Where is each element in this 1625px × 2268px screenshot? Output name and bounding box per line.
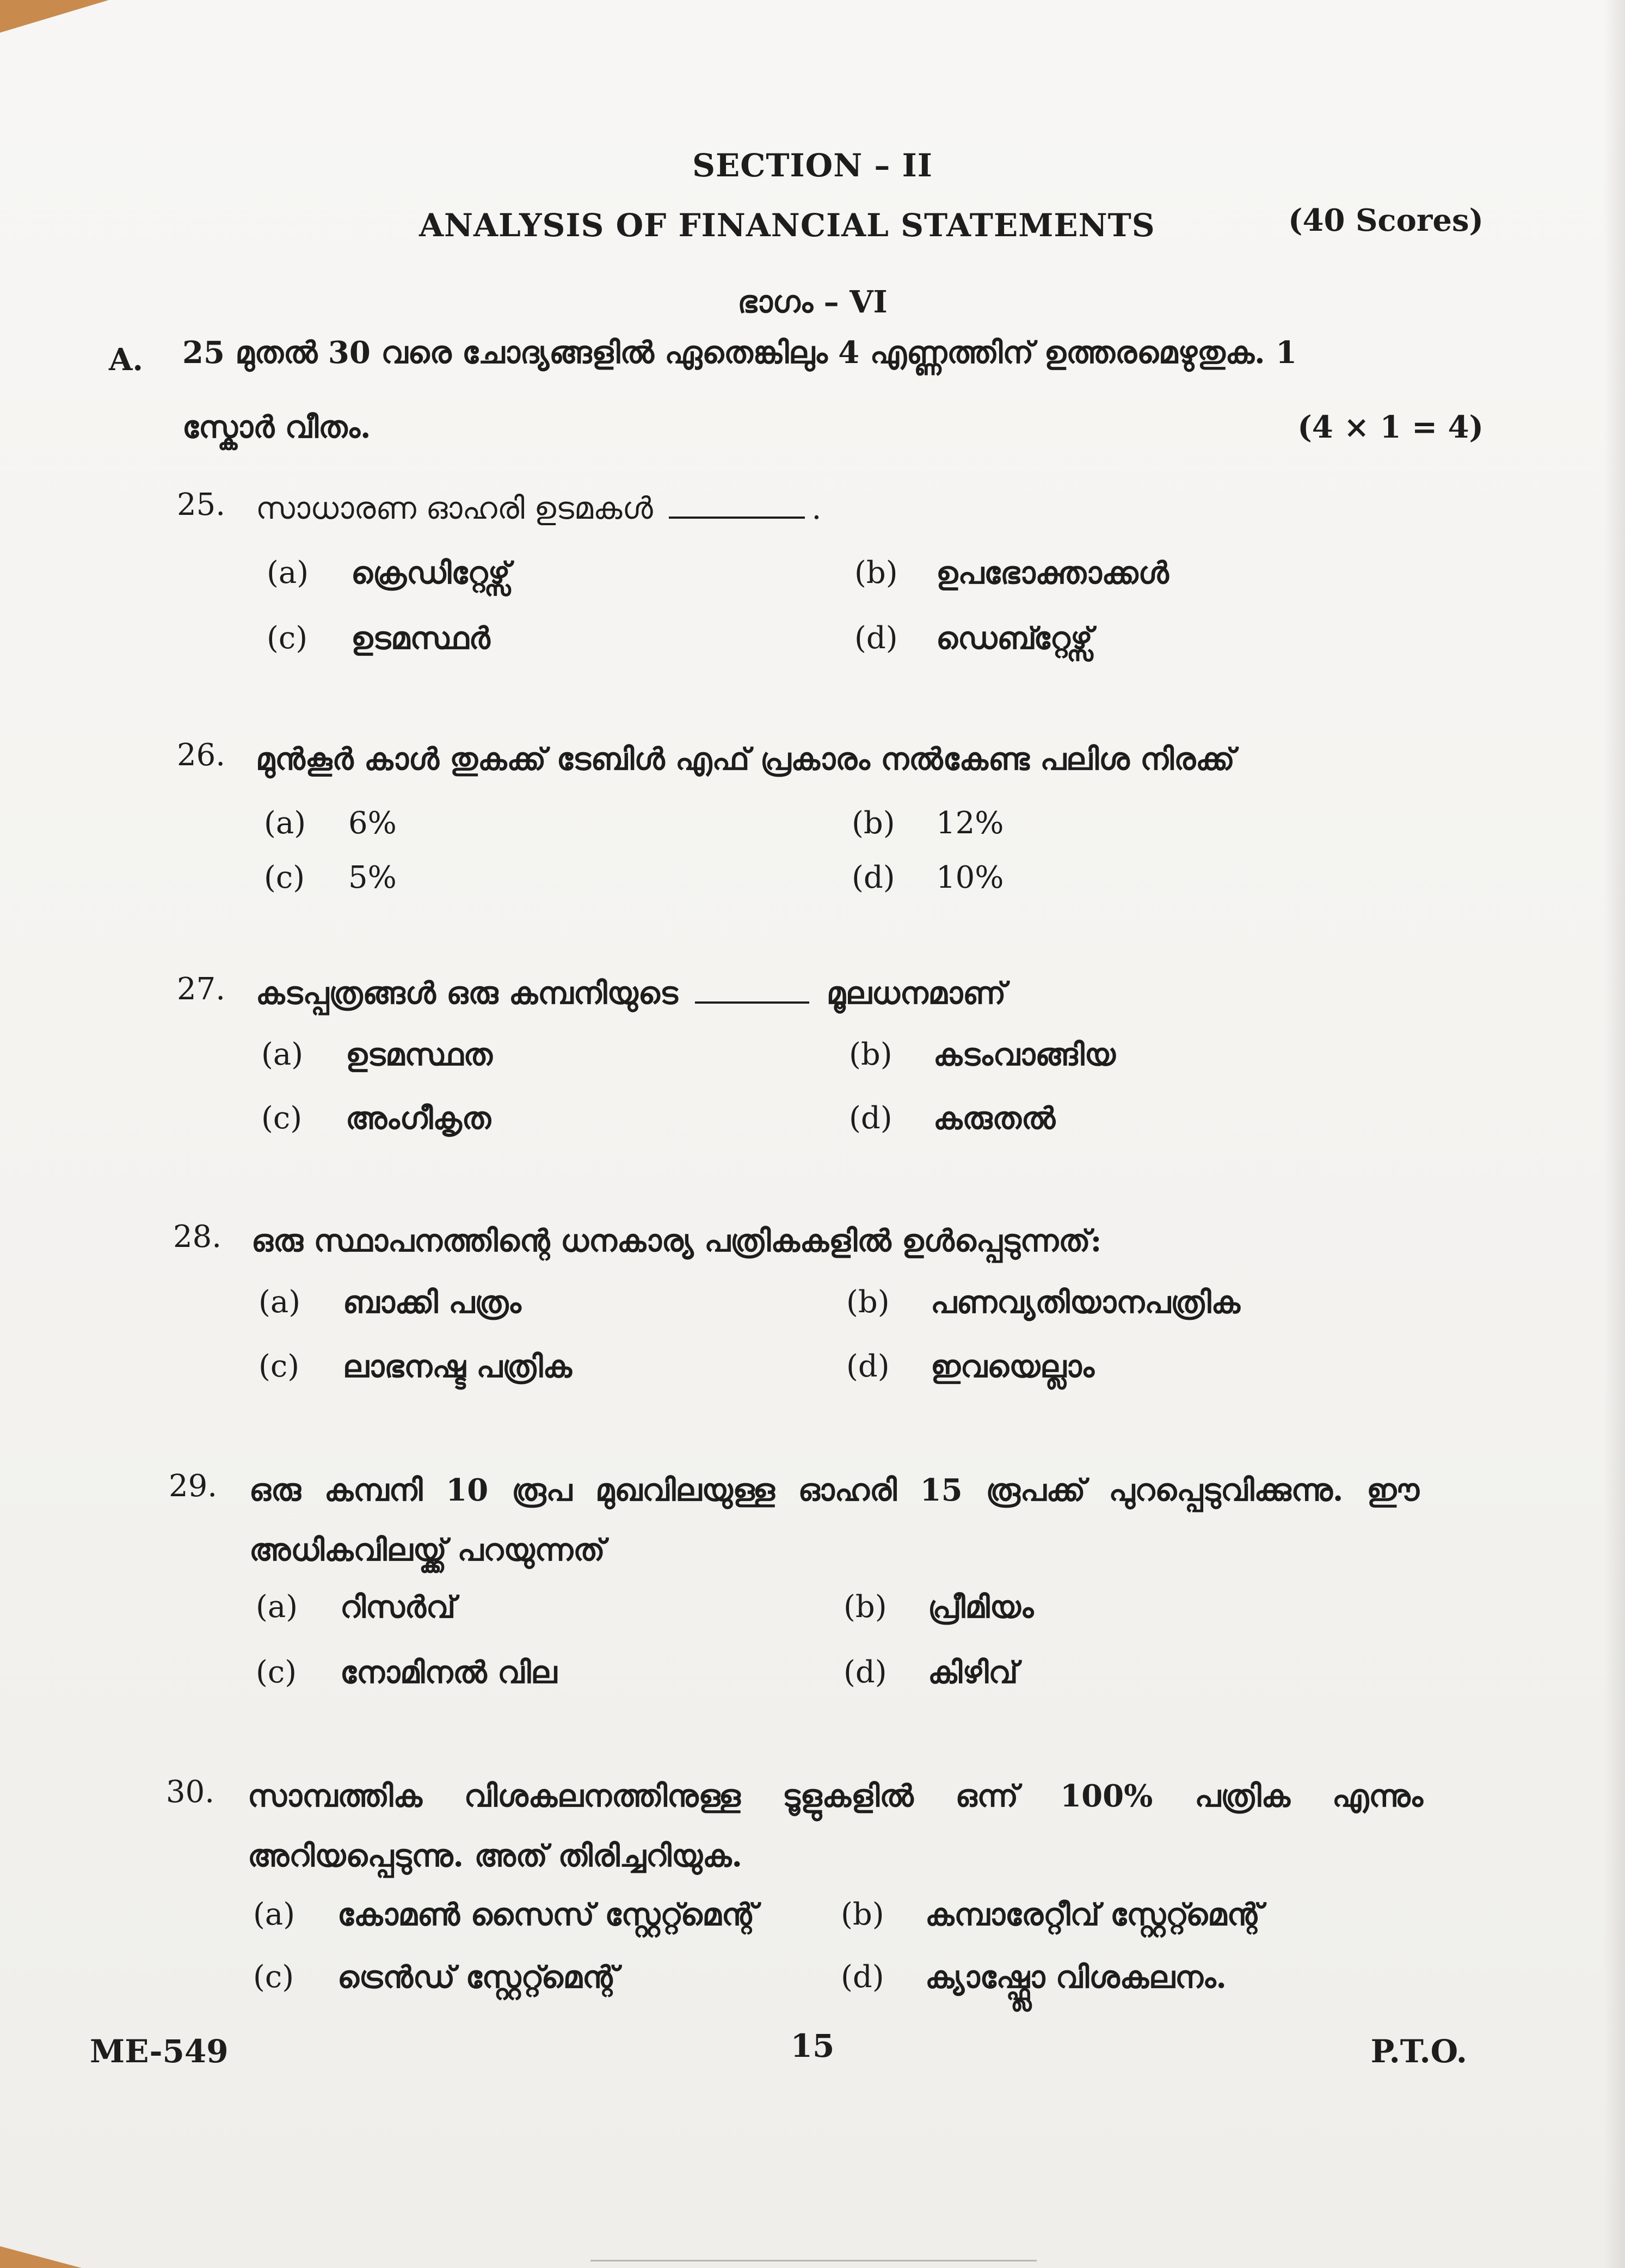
- option-text: നോമിനൽ വില: [340, 1655, 557, 1691]
- question-text: ഒരു സ്ഥാപനത്തിന്റെ ധനകാര്യ പത്രികകളിൽ ഉൾപ്പെടുന്നത്:: [251, 1223, 1102, 1259]
- option-text: കോമൺ സൈസ് സ്റ്റേറ്റ്മെന്റ്: [337, 1897, 758, 1933]
- page-edge-shadow: [1603, 0, 1625, 2268]
- option-text: 12%: [936, 806, 1004, 841]
- question-number: 30.: [166, 1774, 215, 1810]
- option-text: പ്രീമിയം: [928, 1589, 1034, 1625]
- section-heading: SECTION – II: [692, 147, 933, 184]
- instruction-marks: (4 × 1 = 4): [1297, 409, 1484, 445]
- question-number: 26.: [177, 737, 226, 773]
- question-text: ഒരു കമ്പനി 10 രൂപ മുഖവിലയുള്ള ഓഹരി 15 രൂപക്ക് പുറപ്പെടുവിക്കുന്നു. ഈ അധികവിലയ്ക്ക് പറയുന്നത്: [249, 1472, 1419, 1568]
- option-text: പണവ്യതിയാനപത്രിക: [931, 1284, 1240, 1320]
- question-number: 25.: [177, 487, 226, 523]
- question-number: 28.: [173, 1219, 222, 1255]
- option-text: കരുതൽ: [933, 1101, 1056, 1136]
- option-text: ഇവയെല്ലാം: [931, 1349, 1094, 1385]
- question-text-after: .: [811, 491, 822, 526]
- option-text: 10%: [936, 860, 1004, 895]
- page-number: 15: [790, 2027, 835, 2064]
- option-text: ക്രെഡിറ്റേഴ്സ്: [351, 555, 510, 591]
- question-number: 29.: [169, 1468, 218, 1504]
- question-text: [256, 479, 1426, 539]
- option-text: 5%: [348, 860, 397, 895]
- option-text: ട്രെൻഡ് സ്റ്റേറ്റ്മെന്റ്: [337, 1959, 618, 1995]
- instruction-label: A.: [109, 342, 143, 378]
- option-text: കിഴിവ്: [928, 1655, 1018, 1691]
- question-text: മുൻകൂർ കാൾ തുകക്ക് ടേബിൾ എഫ് പ്രകാരം നൽകേണ്ട പലിശ നിരക്ക്: [256, 741, 1235, 777]
- option-text: റിസർവ്: [340, 1589, 456, 1625]
- option-text: ക്യാഷ്ഫ്ലോ വിശകലനം.: [925, 1959, 1227, 1995]
- question-text-after: മൂലധനമാണ്: [826, 975, 1006, 1011]
- instruction-line-2: സ്കോർ വീതം.: [182, 409, 371, 445]
- instruction-line-1: 25 മുതൽ 30 വരെ ചോദ്യങ്ങളിൽ ഏതെങ്കിലും 4 എണ്ണത്തിന് ഉത്തരമെഴുതുക. 1: [182, 335, 1297, 371]
- question-text: [256, 963, 1426, 1023]
- bottom-divider: [590, 2260, 1037, 2261]
- answer-blank: [669, 495, 805, 519]
- section-scores: (40 Scores): [1288, 202, 1484, 238]
- paper-code: ME-549: [90, 2033, 229, 2070]
- question-text-before: സാധാരണ ഓഹരി ഉടമകൾ: [256, 491, 653, 526]
- part-heading: ഭാഗം – VI: [737, 284, 888, 320]
- question-number: 27.: [177, 972, 226, 1007]
- page-corner-shadow-bottom: [0, 2246, 82, 2268]
- answer-blank: [695, 980, 809, 1004]
- option-text: അംഗീകൃത: [346, 1101, 491, 1136]
- option-text: കടംവാങ്ങിയ: [933, 1037, 1116, 1073]
- option-text: ബാക്കി പത്രം: [343, 1284, 521, 1320]
- option-text: 6%: [348, 806, 397, 841]
- exam-page: SECTION – II ANALYSIS OF FINANCIAL STATEMENTS (40 Scores) ഭാഗം – VI A. 25 മുതൽ 30 വരെ ചോദ്യങ്ങളിൽ ഏതെങ്കിലും 4 എണ്ണത്തിന് ഉത്തരമെഴുതുക. 1 സ്കോർ വീതം. (4 × 1 = 4) 25. സാധാരണ ഓഹരി ഉടമകൾ . (a) ക്രെഡിറ്റേഴ്സ് (b) ഉപഭോക്താക്കൾ (c) ഉടമസ്ഥർ (d) ഡെബ്റ്റേഴ്സ് 26. മുൻകൂർ കാൾ തുകക്ക് ടേബിൾ എഫ് പ്രകാരം നൽകേണ്ട പലിശ നിരക്ക് (a) 6% (b) 12% (c) 5% (d) 10% 27. കടപ്പത്രങ്ങൾ ഒരു കമ്പനിയുടെ മൂലധനമാണ് (a) ഉടമസ്ഥത (b) കടംവാങ്ങിയ (c) അംഗീകൃത (d) കരുതൽ 28. ഒരു സ്ഥാപനത്തിന്റെ ധനകാര്യ പത്രികകളിൽ ഉൾപ്പെടുന്നത്: (a) ബാക്കി പത്രം (b) പണവ്യതിയാനപത്രിക (c) ലാഭനഷ്ട പത്രിക (d) ഇവയെല്ലാം 29. ഒരു കമ്പനി 10 രൂപ മുഖവിലയുള്ള ഓഹരി 15 രൂപക്ക് പുറപ്പെടുവിക്കുന്നു. ഈ അധികവിലയ്ക്ക് പറയുന്നത് (a) റിസർവ് (b) പ്രീമിയം (c) നോമിനൽ വില (d) കിഴിവ് 30. സാമ്പത്തിക വിശകലനത്തിനുള്ള ടൂളുകളിൽ ഒന്ന് 100% പത്രിക എന്നും അറിയപ്പെടുന്നു. അത് തിരിച്ചറിയുക. (a) കോമൺ സൈസ് സ്റ്റേറ്റ്മെന്റ് (b) കമ്പാരേറ്റീവ് സ്റ്റേറ്റ്മെന്റ് (c) ട്രെൻഡ് സ്റ്റേറ്റ്മെന്റ് (d) ക്യാഷ്ഫ്ലോ വിശകലനം. ME-549 15 P.T.O.: [0, 0, 1625, 2268]
- option-text: ഉടമസ്ഥർ: [351, 620, 490, 656]
- question-text-before: കടപ്പത്രങ്ങൾ ഒരു കമ്പനിയുടെ: [256, 975, 678, 1011]
- page-corner-shadow: [0, 0, 109, 33]
- option-text: ഡെബ്റ്റേഴ്സ്: [936, 620, 1093, 656]
- option-text: കമ്പാരേറ്റീവ് സ്റ്റേറ്റ്മെന്റ്: [925, 1897, 1263, 1933]
- question-text: സാമ്പത്തിക വിശകലനത്തിനുള്ള ടൂളുകളിൽ ഒന്ന് 100% പത്രിക എന്നും അറിയപ്പെടുന്നു. അത് തിരിച്ചറിയുക.: [248, 1778, 1423, 1874]
- please-turn-over: P.T.O.: [1370, 2033, 1467, 2070]
- option-text: ലാഭനഷ്ട പത്രിക: [343, 1349, 572, 1385]
- option-text: ഉടമസ്ഥത: [346, 1037, 493, 1073]
- section-title: ANALYSIS OF FINANCIAL STATEMENTS: [419, 207, 1155, 244]
- option-text: ഉപഭോക്താക്കൾ: [936, 555, 1169, 591]
